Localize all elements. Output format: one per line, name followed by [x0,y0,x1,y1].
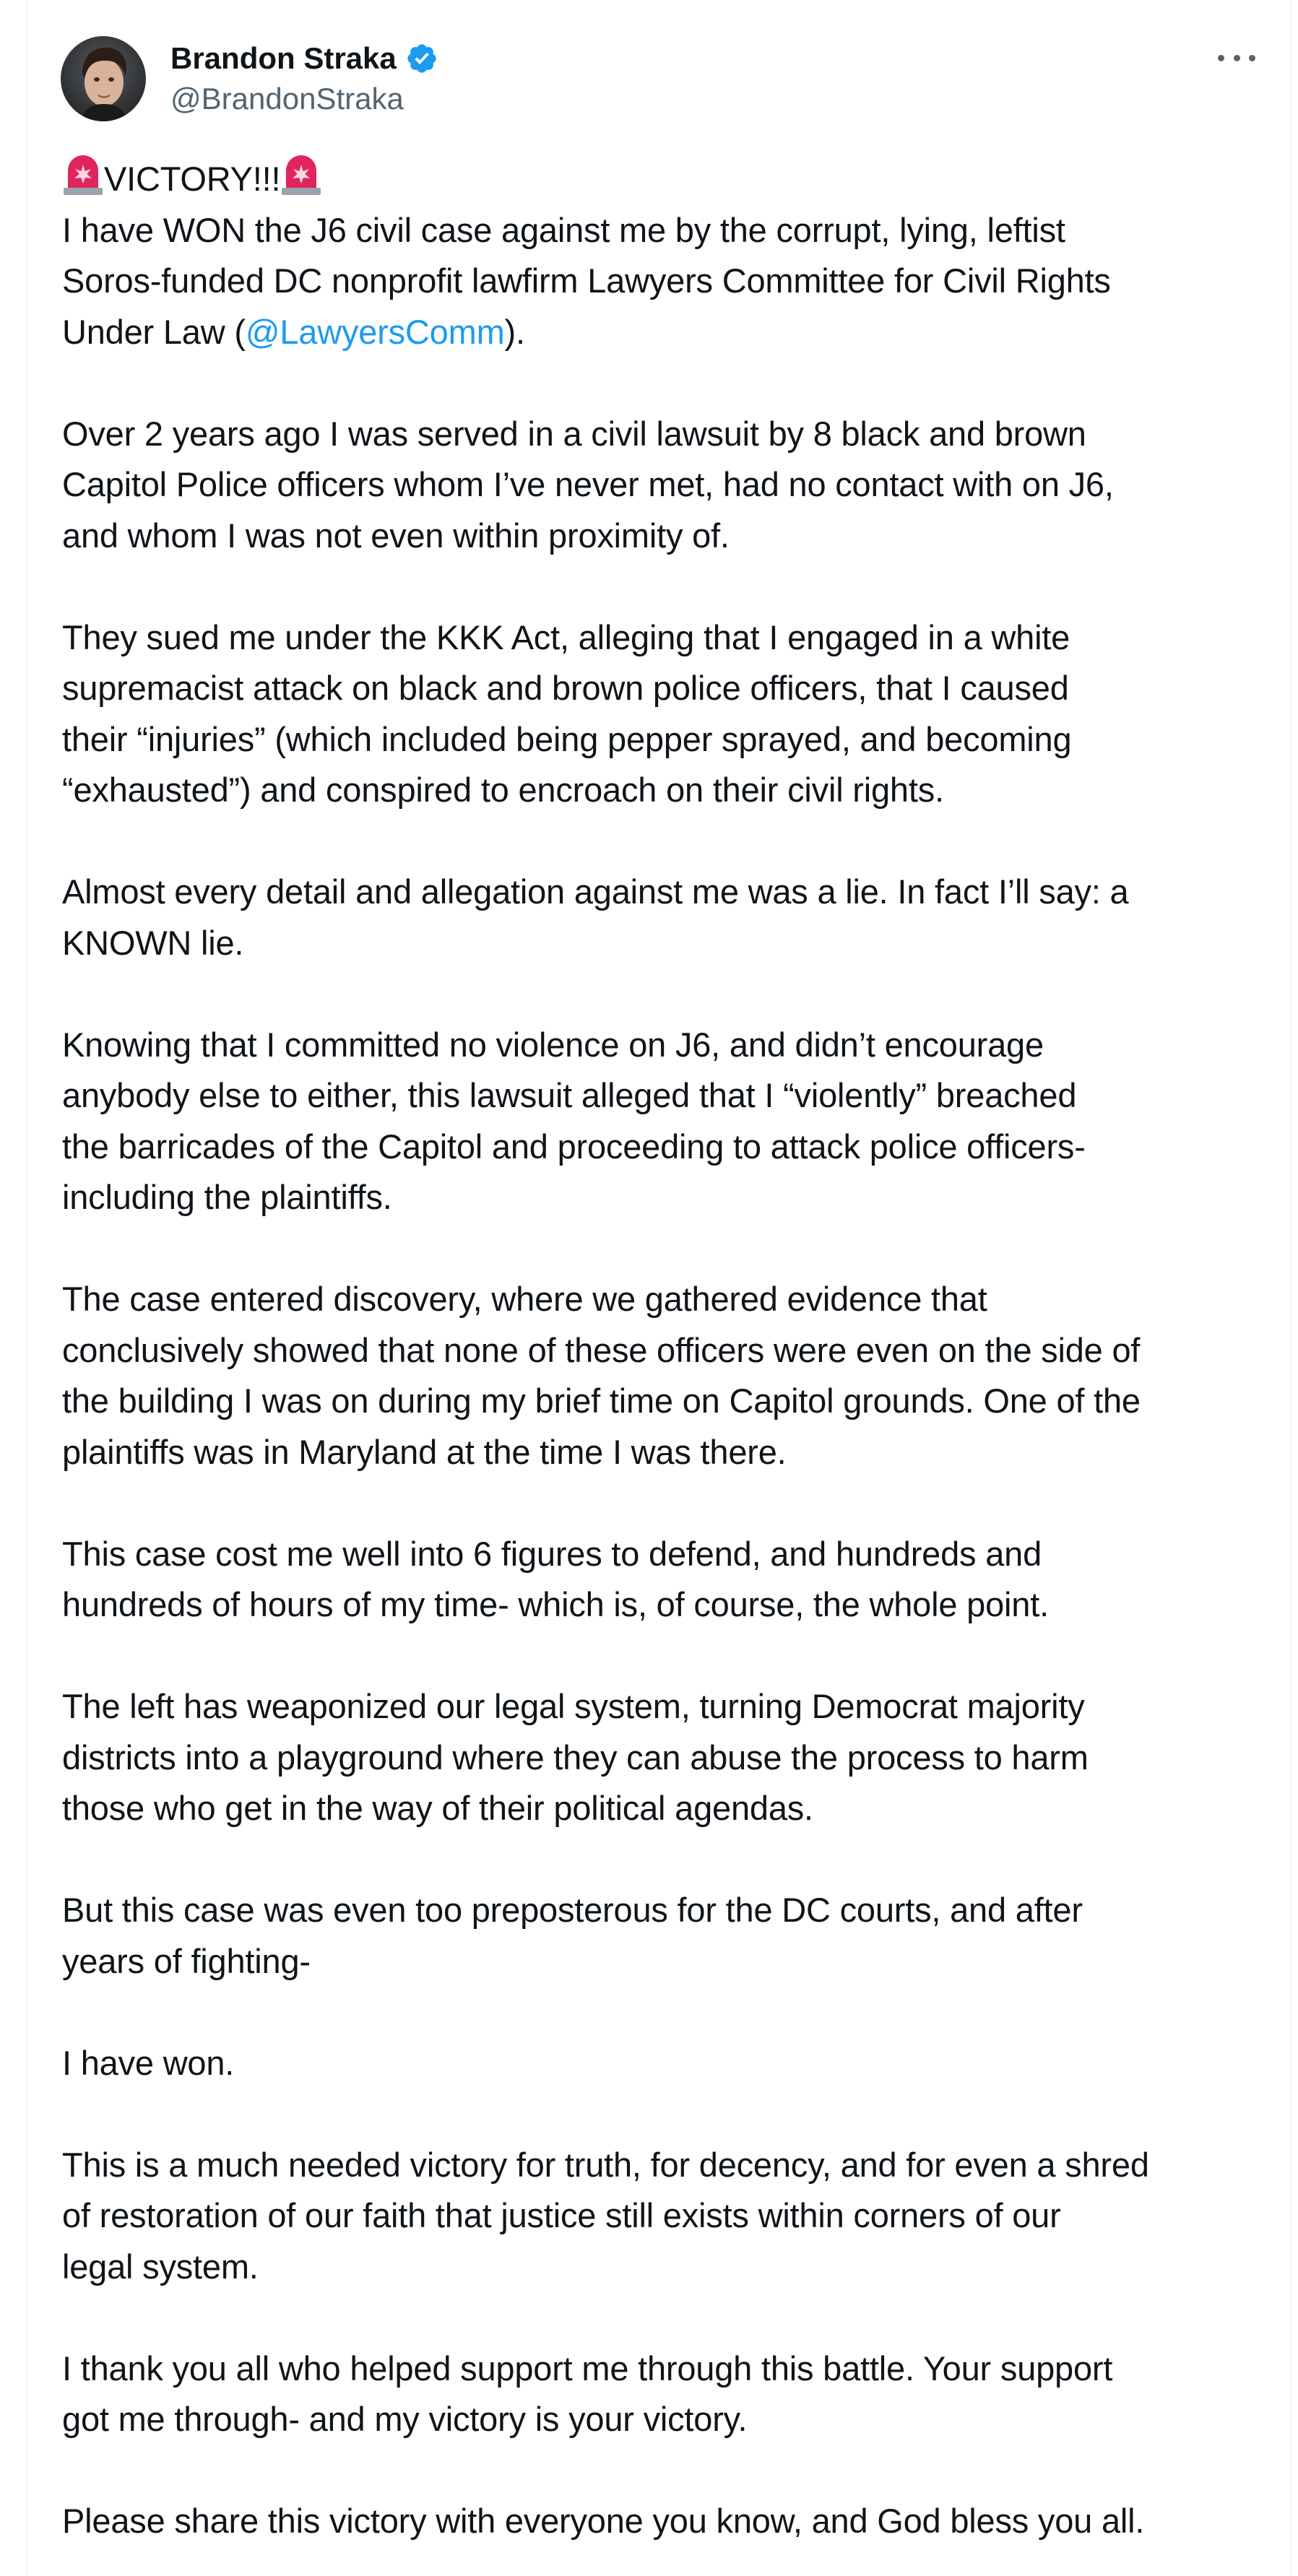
text-line: supremacist attack on black and brown police officers, that I caused [62,669,1069,707]
text-line: conclusively showed that none of these officers were even on the side of [62,1330,1141,1369]
tweet-paragraph [62,2038,1268,2089]
text-line: I thank you all who helped support me through this battle. Your support [62,2349,1113,2388]
text-line: the barricades of the Capitol and proceeding to attack police officers- [62,1127,1086,1166]
avatar-image [61,36,146,121]
text-line: The left has weaponized our legal system, turning Democrat majority [62,1687,1085,1725]
text-line: and whom I was not even within proximity of. [62,516,730,555]
text-line: Please share this victory with everyone you know, and God bless you all. [62,2502,1145,2540]
text-line: anybody else to either, this lawsuit alleged that I “violently” breached [62,1076,1077,1114]
text-line: plaintiffs was in Maryland at the time I was there. [62,1432,787,1471]
mention-link[interactable]: @LawyersComm [245,312,505,351]
text-line [62,307,1268,358]
tweet-paragraph [62,1529,1268,1631]
text-line: The case entered discovery, where we gathered evidence that [62,1280,987,1318]
text-line: I have WON the J6 civil case against me by the corrupt, lying, leftist [62,210,1065,249]
siren-icon [280,153,322,196]
text-fragment: ). [504,312,525,351]
text-line: the building I was on during my brief time on Capitol grounds. One of the [62,1382,1141,1420]
text-line: those who get in the way of their political agendas. [62,1789,813,1827]
tweet-paragraph [62,1885,1268,1987]
siren-icon [62,153,104,196]
tweet-opening [62,153,1268,357]
text-line: “exhausted”) and conspired to encroach on their civil rights. [62,771,944,809]
tweet-paragraph [62,1274,1268,1478]
author-name[interactable]: Brandon Straka [170,41,397,75]
text-line: Knowing that I committed no violence on J6, and didn’t encourage [62,1025,1044,1064]
text-fragment: Under Law ( [62,312,246,351]
author-handle[interactable]: @BrandonStraka [170,82,404,116]
tweet-paragraph [62,612,1268,816]
tweet-paragraph [62,2343,1268,2445]
text-line: years of fighting- [62,1941,311,1980]
text-line: Capitol Police officers whom I’ve never met, had no contact with on J6, [62,465,1114,503]
text-line: districts into a playground where they can abuse the process to harm [62,1738,1089,1777]
tweet-paragraph [62,867,1268,968]
text-line: KNOWN lie. [62,923,244,962]
dot [1234,55,1240,61]
text-line: Almost every detail and allegation against me was a lie. In fact I’ll say: a [62,872,1129,911]
text-line: This case cost me well into 6 figures to defend, and hundreds and [62,1534,1042,1573]
tweet-paragraph [62,409,1268,562]
text-line: But this case was even too preposterous for the DC courts, and after [62,1891,1083,1929]
text-line: including the plaintiffs. [62,1178,392,1216]
text-line: their “injuries” (which included being pepper sprayed, and becoming [62,719,1072,758]
tweet-paragraph [62,2140,1268,2293]
text-line: legal system. [62,2247,259,2286]
text-line: This is a much needed victory for truth, for decency, and for even a shred [62,2145,1149,2184]
title-text: VICTORY!!! [104,160,281,198]
tweet-paragraph [62,1681,1268,1834]
author-name-row[interactable] [170,38,438,79]
tweet-paragraphs [62,409,1268,2547]
text-line: Soros-funded DC nonprofit lawfirm Lawyers Committee for Civil Rights [62,261,1111,300]
text-line: of restoration of our faith that justice still exists within corners of our [62,2196,1061,2234]
tweet-paragraph [62,1020,1268,1223]
more-options-icon[interactable] [1218,43,1255,72]
text-line: got me through- and my victory is your victory. [62,2400,748,2438]
text-line: They sued me under the KKK Act, alleging that I engaged in a white [62,617,1070,656]
dot [1218,55,1224,61]
title-line [62,153,1268,205]
text-line: Over 2 years ago I was served in a civil lawsuit by 8 black and brown [62,414,1086,453]
tweet-text [62,153,1268,2547]
text-line: hundreds of hours of my time- which is, of course, the whole point. [62,1585,1049,1623]
verified-badge-icon [405,42,438,75]
avatar[interactable] [61,36,146,121]
tweet-paragraph [62,2496,1268,2547]
dot [1249,55,1255,61]
text-line: I have won. [62,2043,235,2082]
